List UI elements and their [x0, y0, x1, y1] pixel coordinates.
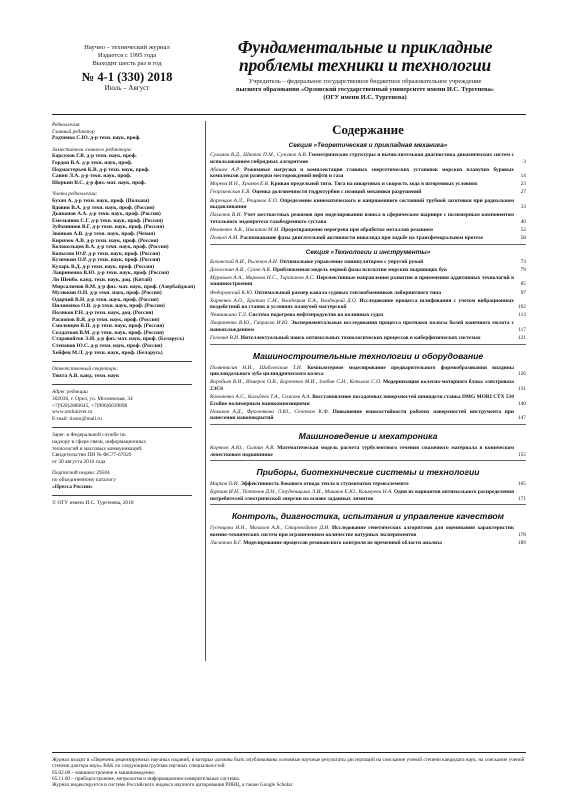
contents-entry[interactable]: [210, 259, 526, 266]
entry-authors: Буршин И.Н., Тютюнов Д.Н., Студеницына Л.И., Машков Е.Ю., Кошерева Н.А.: [210, 489, 393, 496]
deputy-editor: Подмастерьев К.В. д-р техн. наук, проф.: [52, 166, 150, 173]
section-title: Секция «Технологии и инструменты»: [305, 248, 431, 256]
entry-title: Предотвращение перегрева при обработке металлов резанием: [281, 226, 433, 233]
members-label: Члены редколлегии:: [52, 191, 98, 198]
deputies-label: Заместители главного редактора:: [52, 146, 133, 153]
copyright: © ОГУ имени И.С. Тургенева, 2018: [52, 500, 134, 507]
divider: [52, 361, 192, 362]
entry-title: Оптимальный размер каналa судовых теплообменников лабиринтного типа: [254, 289, 442, 296]
entry-authors: Пахалюк В.И.: [210, 212, 242, 219]
entry-page: 126: [517, 371, 526, 378]
registration-line: надзору в сфере связи, информационных: [52, 438, 147, 445]
board-member: Вдовин В.А. д-р техн. наук, проф. (Россия): [52, 204, 155, 211]
divider: [52, 495, 192, 496]
entry-title: Моделирование процессов резонансного контроля во временной области анализа: [243, 540, 442, 547]
contents-entry[interactable]: [210, 181, 526, 188]
entry-page: 73: [520, 258, 526, 265]
entry-page: 14: [520, 173, 526, 180]
entry-page: 165: [517, 481, 526, 488]
entry-page: 189: [517, 540, 526, 547]
contents-entry[interactable]: [210, 267, 526, 274]
entry-authors: Сулимов В.Д., Шкапов П.М., Сулимов А.В.: [210, 152, 308, 158]
contents-entry[interactable]: [210, 445, 526, 458]
board-member: Лавриненко В.Ю. д-р техн. наук, проф. (Россия): [52, 270, 169, 277]
contents-entry[interactable]: [210, 227, 526, 234]
subscription-catalog: «Пресса России»: [52, 483, 93, 490]
entry-authors: Корчков А.Ю., Сытин А.В.: [210, 444, 275, 451]
issue-number: № 4-1 (330) 2018: [81, 69, 173, 84]
contents-entry[interactable]: [210, 290, 526, 297]
entry-authors: Чемашкина Т.Л.: [210, 312, 248, 319]
contents-entry[interactable]: [210, 540, 526, 547]
board-member: Пилипенко О.В. д-р техн. наук, проф. (Россия): [52, 303, 165, 310]
board-member: Киричек А.В. д-р техн. наук, проф. (Россия): [52, 237, 159, 244]
journal-header: [204, 38, 526, 101]
board-member: Кузичкин О.Р. д-р техн. наук, проф. (Россия): [52, 257, 161, 264]
section-divider: [210, 244, 526, 245]
subscription-line: по объединенному каталогу: [52, 476, 117, 483]
entry-page: 33: [520, 204, 526, 211]
entry-authors: Дологонин А.В., Сухов А.К.: [210, 266, 272, 273]
entry-authors: Муравьев А.А., Маркова Н.С., Тарапанов А.С.: [210, 274, 315, 281]
contents-sections: [210, 142, 526, 547]
footer-divider: [52, 752, 526, 753]
board-member: Звонков А.В. д-р техн. наук, проф. (Чехия): [52, 230, 155, 237]
board-heading: Редколлегия: [52, 122, 80, 128]
divider: [52, 384, 192, 385]
board-member: Степанов Ю.С. д-р техн. наук, проф. (Россия): [52, 343, 163, 349]
entry-page: 58: [520, 235, 526, 242]
secretary-label: Ответственный секретарь:: [52, 366, 119, 373]
section-divider: [210, 344, 526, 345]
entry-authors: Кононенко А.С., Кальдеев Т.А., Сажаев А.А.: [210, 394, 311, 401]
publisher-line2: высшего образования «Орловский государственный университет имени И.С. Тургенева»: [236, 85, 494, 93]
entry-page: 102: [517, 304, 526, 311]
entry-page: 178: [517, 531, 526, 538]
entry-title: Оценка долговечности гидротурбин с позиций механики разрушений: [252, 189, 422, 196]
entry-page: 23: [520, 181, 526, 188]
entry-authors: Морева И.Н., Хромов Е.В.: [210, 181, 270, 188]
journal-title-line1: Фундаментальные и прикладные: [237, 37, 493, 57]
entry-title: Определение кинематического и напряженного состояний трубной заготовки при радиальном выдавливании: [210, 197, 514, 211]
address-label: Адрес редакции: [52, 389, 88, 396]
contents-entry[interactable]: [210, 235, 526, 242]
journal-frequency: Выходит шесть раз в год: [92, 60, 162, 68]
section-title: Машиноведение и мехатроника: [298, 430, 438, 441]
board-member: Мирсалимов В.М. д-р физ.-мат. наук, проф. (Азербайджан): [52, 283, 196, 290]
entry-authors: Воронцов А.Л., Рощиков Е.О.: [210, 197, 279, 204]
journal-info-block: [52, 44, 202, 93]
footer-line: 05.02.00 – машиностроение и машиноведение;: [52, 769, 156, 776]
entry-title: Интеллектуальный поиск оптимальных технологических процессов в киберфизических системах: [240, 335, 481, 342]
entry-page: 85: [520, 281, 526, 288]
board-member: Старовойтов Э.И. д-р физ.-мат. наук, проф. (Беларусь): [52, 336, 185, 343]
entry-page: 113: [518, 312, 526, 319]
entry-title: Кривая предельной тяги. Тяга на швартовах и скорость хода в штормовых условиях: [270, 181, 478, 188]
entry-title: Восстановление посадочных поверхностей шпинделя станка DMG MORI CTX 510 Ecoline полимерным нанокомпозициями: [210, 394, 514, 407]
entry-page: 131: [517, 385, 526, 392]
entry-authors: Абашев А.Р.: [210, 166, 241, 173]
entry-title: Математическая модель расчета турбулентного течения смазочного материала в коническом лепестковом подшипнике: [210, 444, 514, 458]
entry-page: 40: [520, 218, 526, 225]
contents-entry[interactable]: [210, 198, 526, 211]
registration-line: Зарег. в Федеральной службе по: [52, 432, 126, 439]
entry-title: Исследование генетических алгоритмов для оценивания характеристик военно-технических систем при ограниченном количестве натурных экспериментов: [210, 525, 514, 538]
entry-authors: Федоровский К.Ю.: [210, 289, 254, 296]
board-member: Солдатков В.М. д-р техн. наук, проф. (Россия): [52, 329, 164, 336]
contents-entry[interactable]: [210, 365, 526, 378]
contents-entry[interactable]: [210, 489, 526, 502]
contents-entry[interactable]: [210, 379, 526, 392]
board-member: Колокольцев В.А. д-р техн. наук, проф. (Россия): [52, 244, 169, 251]
deputy-editor: Гордон В.А. д-р техн. наук, проф.: [52, 159, 133, 166]
section-title: Контроль, диагностика, испытания и управление качеством: [231, 511, 505, 522]
entry-page: 27: [520, 189, 526, 196]
journal-title-line2: проблемы техники и технологии: [238, 55, 492, 75]
entry-authors: Марков О.И.: [210, 481, 239, 488]
entry-title: Геометрические структуры и вычислительная диагностика динамических систем с использованием гибридных алгоритмов: [210, 152, 514, 165]
entry-title: Перспективные направления развития и применения аддитивных технологий в машиностроении: [210, 274, 515, 288]
entry-authors: Лисичкин В.Г.: [210, 540, 242, 547]
entry-title: Система подогрева нефтепродуктов на наливных судах: [248, 312, 384, 319]
entry-title: Повышение износостойкости рабочих поверхностей инструмента при нанесении нанопокрытий: [210, 408, 514, 422]
header-divider: [52, 114, 526, 115]
footer-line: Журнал индексируется в системе Российского индекса научного цитирования РИНЦ, а также Google Scholar: [52, 782, 293, 789]
entry-authors: Воробьев В.И., Измеров О.В., Борзенков М.И., Злобин С.Н., Копылов С.О.: [210, 379, 382, 386]
section-divider: [210, 460, 526, 461]
table-of-contents: [210, 122, 526, 548]
entry-authors: Головин В.И.: [210, 335, 240, 342]
board-member: Дьяконов А.А. д-р техн. наук, проф. (Россия): [52, 211, 161, 218]
entry-authors: Немченко А.В., Никитин М.М.: [210, 226, 280, 233]
publisher-line1: Учредитель – федеральное государственное бюджетное образовательное учреждение: [248, 78, 482, 85]
entry-title: Компьютерное моделирование предварительного формообразования впадины циклоидального зуба цилиндрического колеса: [210, 364, 514, 378]
secretary: Тюхта А.В. канд. техн. наук: [52, 372, 120, 379]
entry-title: Режимные нагрузки и комплектация главных энергетических установок морских плавучих буровых комплексов для разведки месторождений нефти и газа: [210, 166, 514, 180]
contents-heading: Содержание: [332, 122, 404, 137]
board-member: Поляков Р.Н. д-р техн. наук, доц. (Россия): [52, 310, 154, 317]
entry-page: 117: [518, 326, 526, 333]
registration-line: Свидетельство ПИ № ФС77-67029: [52, 452, 132, 459]
section-title: Секция «Теоретическая и прикладная механика»: [288, 142, 448, 149]
address-phone: +7(920)2886645, +7(906)6639898: [52, 402, 128, 409]
entry-page: 121: [517, 335, 526, 342]
board-member: Одарчий В.Н. д-р техн. наук, проф. (Россия): [52, 296, 159, 303]
board-member: Кухарь В.Д. д-р техн. наук, проф. (Россия): [52, 263, 155, 270]
deputies-list: [52, 153, 202, 186]
entry-title: Оптимальное управление манипулятором с упругой рукой: [279, 258, 424, 265]
board-member: Емельянов С.Г. д-р техн. наук, проф. (Россия): [52, 217, 163, 224]
deputy-editor: Шоркин В.С. д-р физ.-мат. наук, проф.: [52, 179, 146, 186]
contents-entry[interactable]: [210, 335, 526, 342]
entry-title: Модернизация колесно-моторного блока электровоза 2ЭС6: [210, 379, 514, 392]
board-member: Зубчанинов В.Г. д-р техн. наук, проф. (Россия): [52, 224, 165, 231]
address-email[interactable]: E-mail: tiostu@mail.ru: [52, 415, 102, 422]
entry-title: Приближенная модель первой фазы всплытия морских вырвющих бук: [272, 266, 448, 273]
contents-entry[interactable]: [210, 409, 526, 422]
entry-authors: Поляннисин Н.И., Шабловская Т.Н.: [210, 364, 303, 371]
divider: [52, 427, 192, 428]
section-divider: [210, 424, 526, 425]
section-title: Машиностроительные технологии и оборудование: [252, 350, 484, 361]
journal-since: Издается с 1995 года: [97, 52, 157, 60]
board-member: Ли Шенбо. канд. техн. наук, доц. (Китай): [52, 277, 152, 284]
contents-entry[interactable]: [210, 312, 526, 319]
board-member: Хейфец М.Л. д-р техн. наук, проф. (Беларусь): [52, 349, 163, 356]
column-divider: [205, 121, 206, 661]
issue-period: Июль – Август: [104, 83, 150, 92]
contents-entry[interactable]: [210, 320, 526, 333]
entry-page: 97: [520, 289, 526, 296]
board-member: Распопов В.Я. д-р техн. наук, проф. (Россия): [52, 316, 160, 323]
entry-title: Распознавание фазы двигательной активности инвалида при ходьбе на трансфеморальном протезе: [240, 235, 483, 242]
contents-entry[interactable]: [210, 481, 526, 488]
entry-authors: Бохонский А.И., Рыжков А.И.: [210, 258, 279, 265]
contents-entry[interactable]: [210, 275, 526, 288]
contents-entry[interactable]: [210, 167, 526, 180]
footer-line: 05.11.00 – приборостроение, метрология и информационно-измерительные системы.: [52, 775, 241, 782]
entry-authors: Новиков А.Д., Фроленкова Л.Ю., Сезенков К.Ф.: [210, 408, 330, 415]
board-member: Мулюкин О.П. д-р техн. наук, проф. (Россия): [52, 290, 162, 297]
entry-page: 140: [517, 400, 526, 407]
entry-title: Учет жесткостных режимов при моделировании износа в сферическом шарнире с полимерным компонентом тотального эндопротеза тазобедренного сустава: [210, 212, 514, 225]
footer-note: [52, 757, 526, 788]
board-member: Бухач А. д-р техн. наук, проф. (Польша): [52, 197, 150, 204]
board-member: Копылов Ю.Р. д-р техн. наук, проф. (Россия): [52, 250, 161, 257]
address-line: 302030, г. Орел, ул. Московская, 34: [52, 395, 133, 402]
chief-editor-label: Главный редактор: [52, 128, 95, 135]
editorial-board: [52, 122, 202, 507]
entry-authors: Полиоп А.М.: [210, 235, 239, 242]
entry-page: 155: [517, 451, 526, 458]
members-list: [52, 198, 202, 356]
contents-entry[interactable]: [210, 394, 526, 407]
footer-line: Журнал входит в «Перечень рецензируемых научных изданий, в которых должны быть опубликованы основные научные результаты диссертаций на соискание ученой степени кандидата наук, на соискание ученой степени доктора наук» ВАК по следующим группам научных специальностей:: [52, 757, 525, 770]
registration-line: от 30 августа 2016 года: [52, 458, 106, 465]
entry-title: Эффективность бокового отвода тепла в ступенчатом термоэлементе: [240, 481, 409, 488]
entry-title: Исследование процесса шлифования с учетом вибрационных воздействий на станок в условиях плавучей мастерской: [210, 297, 515, 311]
entry-authors: Георгиевская Е.В.: [210, 189, 251, 196]
contents-entry[interactable]: [210, 189, 526, 196]
journal-type: Научно – технический журнал: [84, 44, 170, 51]
entry-page: 3: [523, 158, 526, 165]
entry-page: 171: [517, 495, 526, 502]
section-divider: [210, 504, 526, 505]
contents-entry[interactable]: [210, 152, 526, 165]
deputy-editor: Савин Л.А. д-р техн. наук, проф.: [52, 173, 132, 180]
contents-entry[interactable]: [210, 525, 526, 538]
entry-page: 147: [517, 415, 526, 422]
entry-page: 52: [520, 226, 526, 233]
publisher-info: [204, 78, 526, 101]
chief-editor: Радченко С.Ю. д-р техн. наук, проф.: [52, 135, 141, 142]
contents-entry[interactable]: [210, 212, 526, 225]
deputy-editor: Барсуков Г.В. д-р техн. наук, проф.: [52, 153, 137, 160]
contents-entry[interactable]: [210, 298, 526, 311]
section-title: Приборы, биотехнические системы и технологии: [256, 467, 480, 478]
entry-authors: Гусенцова Я.Н., Малахов А.В., Старовойтов Д.И.: [210, 525, 330, 532]
board-member: Смоленцев В.П. д-р техн. наук, проф. (Россия): [52, 323, 165, 330]
entry-title: Одни из вариантов оптимального распределения потребителей электрической энергии на основе заданных лимитов: [210, 489, 515, 502]
publisher-line3: (ОГУ имени И.С. Тургенева): [323, 93, 407, 101]
registration-line: технологий и массовых коммуникаций.: [52, 445, 143, 452]
entry-authors: Харченко А.О., Братан С.М., Владецкая Е.А., Владецкий Д.О.: [210, 297, 358, 304]
entry-page: 79: [520, 266, 526, 273]
subscription-index: Подписной индекс 29504: [52, 470, 110, 477]
address-website[interactable]: www.oreluniver.ru: [52, 409, 93, 416]
entry-title: Экспериментальные исследования процесса протяжки полосы болей конечного молота с наноохлаждением: [210, 320, 514, 333]
entry-authors: Лавриненко В.Ю., Гаврилов И.Ю.: [210, 320, 289, 327]
